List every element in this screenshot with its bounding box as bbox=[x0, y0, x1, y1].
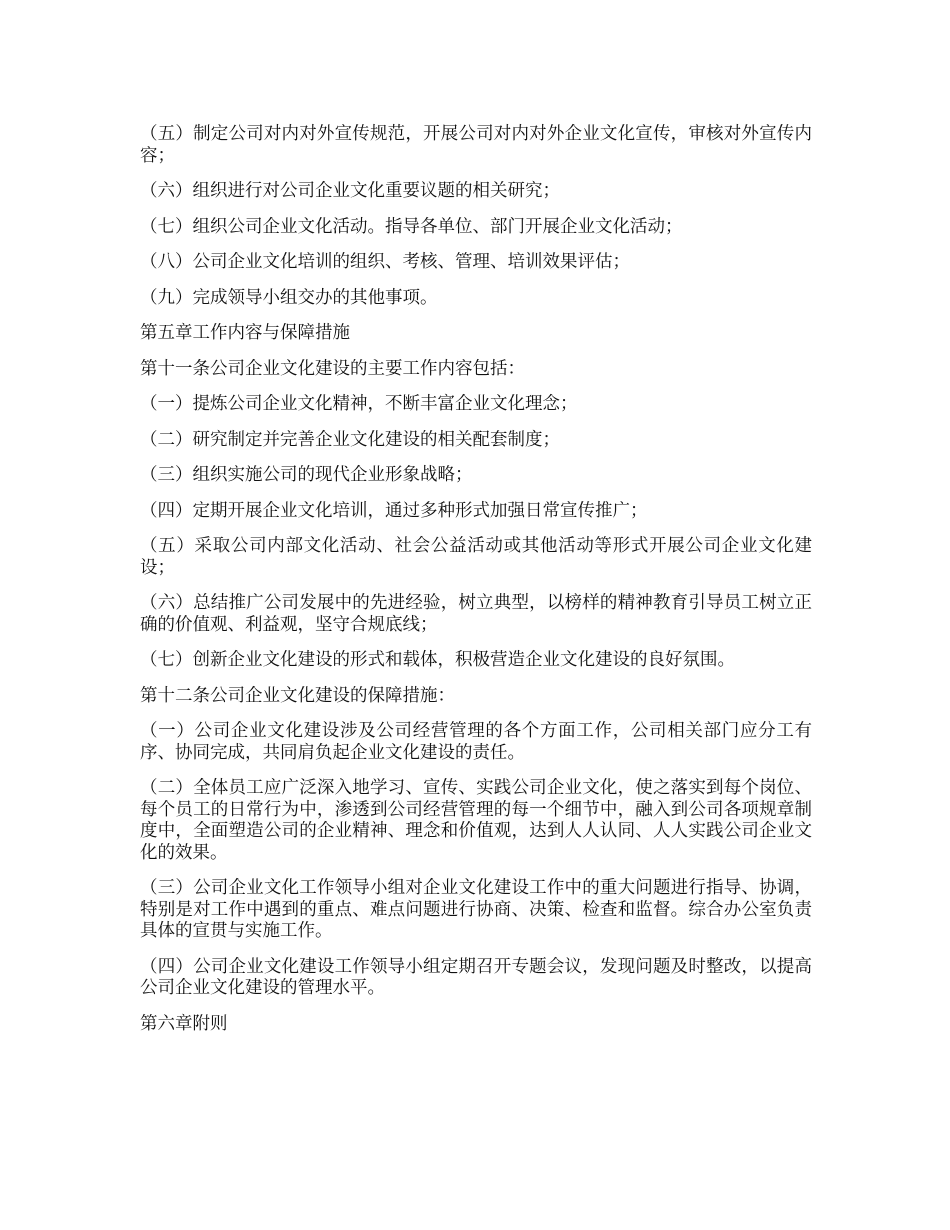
chapter-5-heading: 第五章工作内容与保障措施 bbox=[140, 323, 350, 343]
item-8-training: （八）公司企业文化培训的组织、考核、管理、培训效果评估； bbox=[140, 252, 630, 272]
article-11-item-1: （一）提炼公司企业文化精神，不断丰富企业文化理念； bbox=[140, 394, 578, 414]
article-11-item-2: （二）研究制定并完善企业文化建设的相关配套制度； bbox=[140, 429, 560, 450]
article-12-item-2: （二）全体员工应广泛深入地学习、宣传、实践公司企业文化，使之落实到每个岗位、每个员工的日常行为中，渗透到公司经营管理的每一个细节中，融入到公司各项规章制度中，全面塑造公司的企业精神、理念和价值观，达到人人认同、人人实践公司企业文化的效果。 bbox=[140, 778, 812, 863]
item-7-activities: （七）组织公司企业文化活动。指导各单位、部门开展企业文化活动； bbox=[140, 216, 683, 237]
article-11-item-6: （六）总结推广公司发展中的先进经验，树立典型，以榜样的精神教育引导员工树立正确的价值观、利益观，坚守合规底线； bbox=[140, 593, 812, 635]
article-11-heading: 第十一条公司企业文化建设的主要工作内容包括： bbox=[140, 358, 525, 379]
item-5-publicity-norms: （五）制定公司对内对外宣传规范，开展公司对内对外企业文化宣传，审核对外宣传内容； bbox=[140, 124, 812, 166]
item-6-research: （六）组织进行对公司企业文化重要议题的相关研究； bbox=[140, 181, 560, 201]
chapter-6-heading: 第六章附则 bbox=[140, 1013, 228, 1034]
article-12-item-4: （四）公司企业文化建设工作领导小组定期召开专题会议，发现问题及时整改，以提高公司企业文化建设的管理水平。 bbox=[140, 956, 812, 998]
document-page bbox=[140, 124, 812, 1049]
article-11-item-5: （五）采取公司内部文化活动、社会公益活动或其他活动等形式开展公司企业文化建设； bbox=[140, 536, 812, 578]
article-12-heading: 第十二条公司企业文化建设的保障措施： bbox=[140, 685, 455, 706]
article-12-item-1: （一）公司企业文化建设涉及公司经营管理的各个方面工作，公司相关部门应分工有序、协同完成，共同肩负起企业文化建设的责任。 bbox=[140, 721, 812, 763]
article-11-item-7: （七）创新企业文化建设的形式和载体，积极营造企业文化建设的良好氛围。 bbox=[140, 650, 735, 670]
article-11-item-4: （四）定期开展企业文化培训，通过多种形式加强日常宣传推广； bbox=[140, 500, 648, 521]
article-12-item-3: （三）公司企业文化工作领导小组对企业文化建设工作中的重大问题进行指导、协调，特别是对工作中遇到的重点、难点问题进行协商、决策、检查和监督。综合办公室负责具体的宣贯与实施工作。 bbox=[140, 878, 812, 941]
item-9-other-matters: （九）完成领导小组交办的其他事项。 bbox=[140, 287, 438, 308]
article-11-item-3: （三）组织实施公司的现代企业形象战略； bbox=[140, 465, 473, 485]
